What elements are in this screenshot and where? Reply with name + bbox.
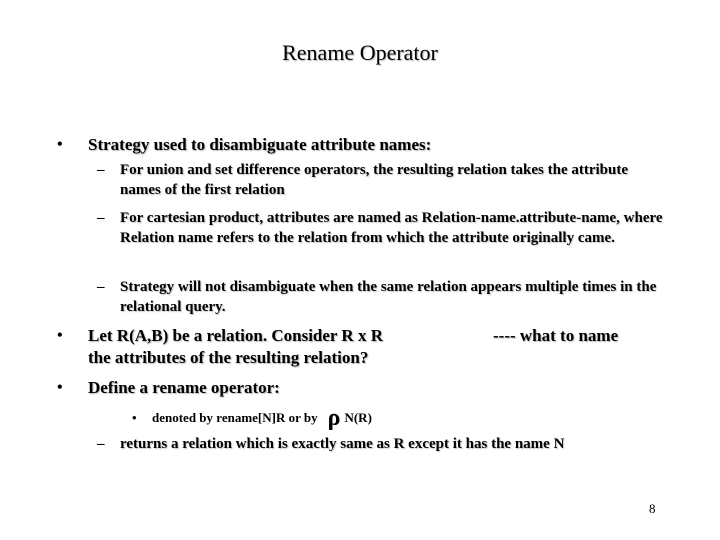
bullet-marker: • — [57, 327, 63, 344]
bullet-marker: • — [57, 136, 63, 153]
bullet-let-r-line1: Let R(A,B) be a relation. Consider R x R — [88, 326, 383, 345]
sub-bullet-no-disambiguate: Strategy will not disambiguate when the same relation appears multiple times in the relational query. — [120, 279, 657, 315]
sub-bullet-returns: returns a relation which is exactly same as R except it has the name N — [120, 436, 565, 452]
denoted-text: denoted by rename[N]R or by — [152, 410, 318, 425]
page-number: 8 — [649, 501, 656, 516]
bullet-strategy: Strategy used to disambiguate attribute names: — [88, 135, 432, 154]
dash-marker: – — [97, 162, 105, 178]
sub-bullet-cartesian: For cartesian product, attributes are named as Relation-name.attribute-name, where Relation name refers to the relation from which the attribute originally came. — [120, 210, 663, 246]
bullet-marker: • — [57, 379, 63, 396]
bullet-let-r-tail: ---- what to name — [493, 326, 619, 345]
sub-bullet-union: For union and set difference operators, the resulting relation takes the attribute names of the first relation — [120, 162, 629, 198]
slide-title: Rename Operator — [282, 40, 438, 65]
level3-bullet-marker: • — [132, 410, 137, 425]
dash-marker: – — [97, 210, 105, 226]
bullet-define-rename: Define a rename operator: — [88, 378, 280, 397]
level3-denoted — [152, 405, 372, 431]
dash-marker: – — [97, 436, 105, 452]
rho-subscript: N(R) — [344, 410, 372, 425]
dash-marker: – — [97, 279, 105, 295]
bullet-let-r-line2: the attributes of the resulting relation? — [88, 348, 369, 367]
rho-symbol: ρ — [327, 405, 341, 431]
